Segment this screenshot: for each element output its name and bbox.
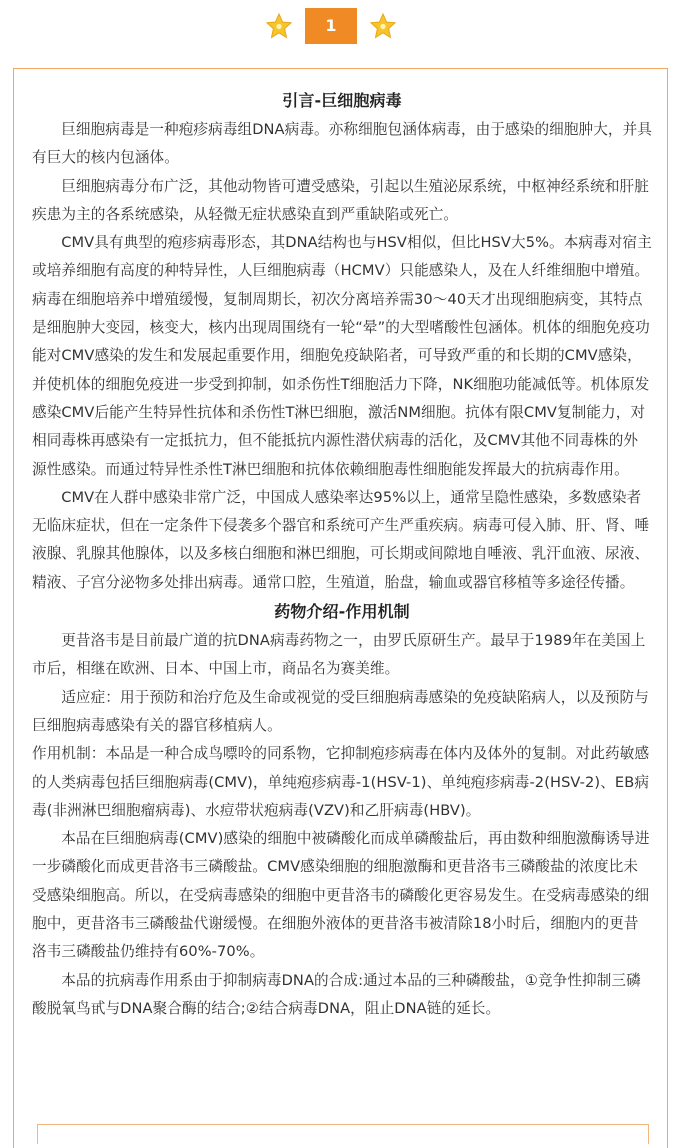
- intro-paragraph: CMV在人群中感染非常广泛，中国成人感染率达95%以上，通常呈隐性感染，多数感染者无临床症状，但在一定条件下侵袭多个器官和系统可产生严重疾病。病毒可侵入肺、肝、肾、唾液腺、乳腺其他腺体，以及多核白细胞和淋巴细胞，可长期或间隙地自唾液、乳汗血液、尿液、精液、子宫分泌物多处排出病毒。通常口腔，生殖道，胎盘，输血或器官移植等多途径传播。: [32, 488, 650, 591]
- star-icon: [370, 13, 396, 39]
- mechanism-paragraph: 作用机制：本品是一种合成鸟嘌呤的同系物，它抑制疱疹病毒在体内及体外的复制。对此药敏感的人类病毒包括巨细胞病毒(CMV)，单纯疱疹病毒-1(HSV-1)、单纯疱疹病毒-2(HSV-2)、EB病毒(非洲淋巴细胞瘤病毒)、水痘带状疱病毒(VZV)和乙肝病毒(HBV)。: [32, 745, 650, 819]
- page-header: [0, 0, 678, 68]
- intro-paragraph: CMV具有典型的疱疹病毒形态，其DNA结构也与HSV相似，但比HSV大5%。本病毒对宿主或培养细胞有高度的种特异性，人巨细胞病毒（HCMV）只能感染人，及在人纤维细胞中增殖。病毒在细胞培养中增殖缓慢，复制周期长，初次分离培养需30～40天才出现细胞病变，其特点是细胞肿大变园，核变大，核内出现周围绕有一轮“晕”的大型嗜酸性包涵体。机体的细胞免疫功能对CMV感染的发生和发展起重要作用，细胞免疫缺陷者，可导致严重的和长期的CMV感染，并使机体的细胞免疫进一步受到抑制，如杀伤性T细胞活力下降，NK细胞功能减低等。机体原发感染CMV后能产生特异性抗体和杀伤性T淋巴细胞，激活NM细胞。抗体有限CMV复制能力，对相同毒株再感染有一定抵抗力，但不能抵抗内源性潜伏病毒的活化，及CMV其他不同毒株的外源性感染。而通过特异性杀性T淋巴细胞和抗体依赖细胞毒性细胞能发挥最大的抗病毒作用。: [32, 234, 652, 478]
- drug-paragraph: 本品在巨细胞病毒(CMV)感染的细胞中被磷酸化而成单磷酸盐后，再由数种细胞激酶诱导进一步磷酸化而成更昔洛韦三磷酸盐。CMV感染细胞的细胞激酶和更昔洛韦三磷酸盐的浓度比未受感染细胞高。所以，在受病毒感染的细胞中更昔洛韦的磷酸化更容易发生。在受病毒感染的细胞中，更昔洛韦三磷酸盐代谢缓慢。在细胞外液体的更昔洛韦被清除18小时后，细胞内的更昔洛韦三磷酸盐仍维持有60%-70%。: [32, 830, 650, 961]
- star-icon: [266, 13, 292, 39]
- intro-paragraph: 巨细胞病毒分布广泛，其他动物皆可遭受感染，引起以生殖泌尿系统，中枢神经系统和肝脏疾患为主的各系统感染，从轻微无症状感染直到严重缺陷或死亡。: [32, 177, 649, 223]
- section-title-intro: 引言-巨细胞病毒: [282, 91, 402, 110]
- drug-paragraph: 本品的抗病毒作用系由于抑制病毒DNA的合成:通过本品的三种磷酸盐，①竞争性抑制三磷酸脱氧鸟甙与DNA聚合酶的结合;②结合病毒DNA，阻止DNA链的延长。: [32, 971, 641, 1017]
- next-card-edge: [37, 1124, 649, 1144]
- section-number-badge: 1: [305, 8, 357, 44]
- drug-paragraph: 更昔洛韦是目前最广道的抗DNA病毒药物之一，由罗氏原研生产。最早于1989年在美国上市后，相继在欧洲、日本、中国上市，商品名为赛美维。: [32, 632, 646, 678]
- article-content: [32, 86, 652, 1023]
- drug-paragraph: 适应症：用于预防和治疗危及生命或视觉的受巨细胞病毒感染的免疫缺陷病人，以及预防与巨细胞病毒感染有关的器官移植病人。: [32, 688, 649, 734]
- section-title-drug: 药物介绍-作用机制: [274, 602, 410, 622]
- intro-paragraph: 巨细胞病毒是一种疱疹病毒组DNA病毒。亦称细胞包涵体病毒，由于感染的细胞肿大，并具有巨大的核内包涵体。: [32, 121, 652, 167]
